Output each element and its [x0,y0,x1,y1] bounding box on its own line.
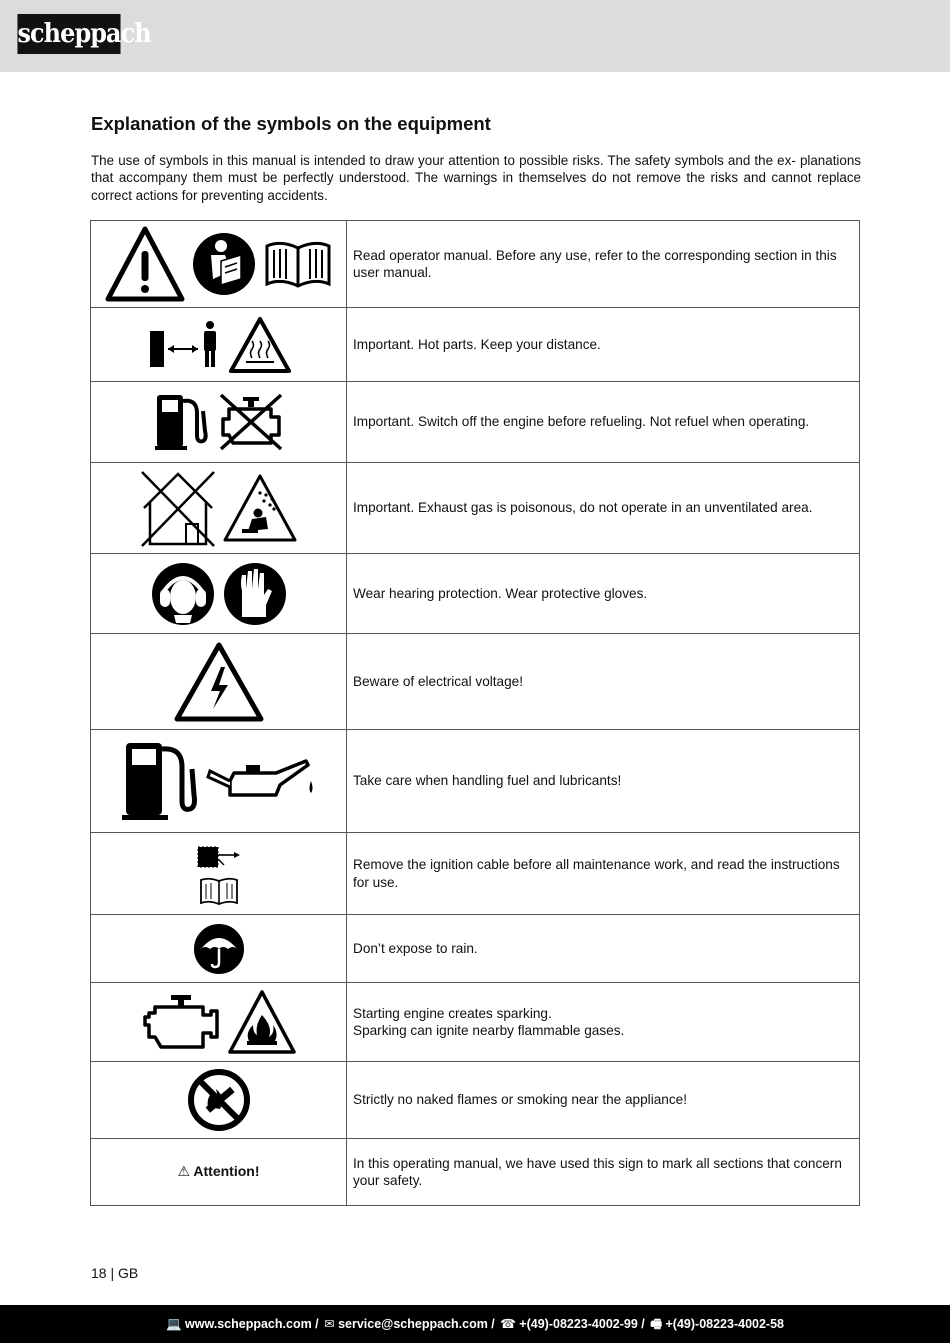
symbol-description: Important. Exhaust gas is poisonous, do not operate in an unventilated area. [347,463,860,554]
hot-surface-icon [228,316,292,374]
ear-protection-icon [150,561,216,627]
symbol-description: Read operator manual. Before any use, refer to the corresponding section in this user manual. [347,221,860,308]
table-row [91,382,860,463]
footer-fax: 🖷 +(49)-08223-4002-58 [650,1317,784,1331]
read-manual-icon [191,231,257,297]
toxic-gas-icon [222,473,298,543]
page-number: 18 | GB [91,1265,139,1281]
symbol-description: In this operating manual, we have used this sign to mark all sections that concern your safety. [347,1139,860,1206]
symbol-description: Don’t expose to rain. [347,915,860,983]
keep-distance-icon [146,319,222,371]
table-row [91,1062,860,1139]
umbrella-icon [191,921,247,977]
house-crossed-icon [140,468,216,548]
symbol-description-line: Starting engine creates sparking. [353,1005,552,1021]
table-row [91,915,860,983]
symbol-description: Important. Switch off the engine before refueling. Not refuel when operating. [347,382,860,463]
table-row [91,833,860,915]
symbol-description-line: Sparking can ignite nearby flammable gases. [353,1023,625,1038]
table-row [91,730,860,833]
footer-website: 💻 www.scheppach.com / [166,1317,319,1331]
flammable-icon [227,989,297,1055]
table-row [91,983,860,1062]
footer-bar [0,1305,950,1343]
header-bar [0,0,950,72]
no-smoking-icon [186,1067,252,1133]
table-row [91,1139,860,1206]
table-row [91,634,860,730]
footer-email: ✉ service@scheppach.com / [324,1317,495,1331]
intro-paragraph: The use of symbols in this manual is intended to draw your attention to possible risks. The safety symbols and the ex- planations that accompany them must be perfectly understood. The warnings in themselves do not remove the risks and cannot replace correct actions for preventing accidents. [91,153,861,203]
footer-phone: ☎ +(49)-08223-4002-99 / [500,1317,645,1331]
table-row [91,308,860,382]
spark-plug-cable-icon [194,841,244,873]
page-title: Explanation of the symbols on the equipment [91,113,491,134]
oil-can-icon [206,751,318,811]
symbols-table [90,220,860,1206]
symbol-description: Strictly no naked flames or smoking near the appliance! [347,1062,860,1139]
symbol-description: Wear hearing protection. Wear protective gloves. [347,554,860,634]
symbol-description: Important. Hot parts. Keep your distance. [347,308,860,382]
electrical-voltage-icon [173,641,265,723]
symbol-description: Remove the ignition cable before all maintenance work, and read the instructions for use. [347,833,860,915]
symbol-description [347,983,860,1062]
warning-triangle-icon [105,225,185,303]
gloves-icon [222,561,288,627]
table-row [91,463,860,554]
manual-icon [199,876,239,906]
fuel-pump-icon [120,739,200,823]
engine-icon [141,991,221,1053]
attention-label: ⚠ Attention! [177,1163,260,1179]
engine-crossed-icon [217,391,285,453]
fuel-pump-icon [153,391,211,453]
table-row [91,221,860,308]
symbol-description: Take care when handling fuel and lubricants! [347,730,860,833]
table-row [91,554,860,634]
scheppach-logo: scheppach [17,14,120,54]
open-book-icon [263,238,333,290]
symbol-description: Beware of electrical voltage! [347,634,860,730]
